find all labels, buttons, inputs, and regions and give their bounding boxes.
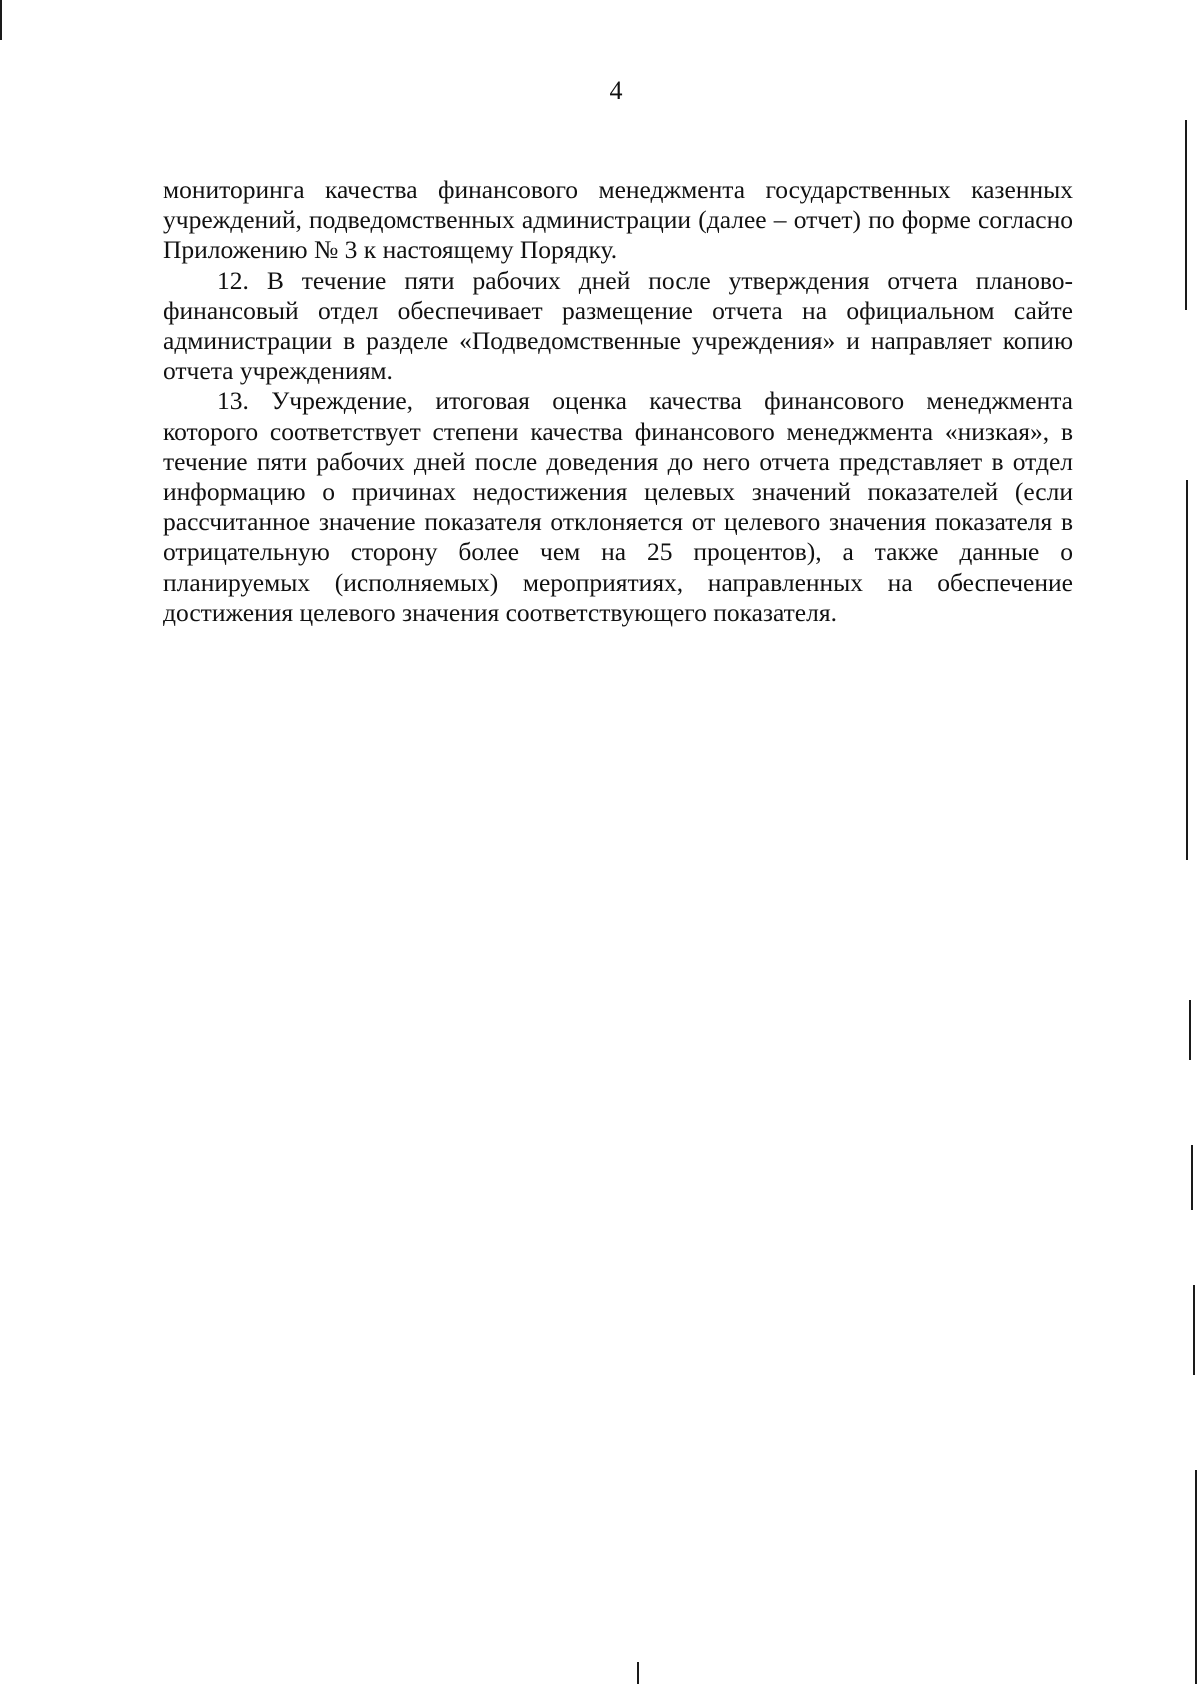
paragraph-item-12: 12. В течение пяти рабочих дней после утверждения отчета планово-финансовый отдел обеспечивает размещение отчета на официальном сайте администрации в разделе «Подведомственные учреждения» и направляет копию отчета учреждениям. <box>163 265 1073 386</box>
document-body <box>163 175 1073 628</box>
paragraph-continuation: мониторинга качества финансового менеджмента государственных казенных учреждений, подведомственных администрации (далее – отчет) по форме согласно Приложению № 3 к настоящему Порядку. <box>163 175 1073 265</box>
page-number: 4 <box>609 76 623 105</box>
scan-edge-mark <box>1195 1470 1197 1684</box>
scan-edge-mark <box>1189 1000 1191 1060</box>
scan-edge-mark <box>1191 1145 1193 1210</box>
scan-edge-mark <box>1186 480 1188 860</box>
scan-edge-mark <box>0 0 2 40</box>
scan-edge-mark <box>1185 120 1187 310</box>
scan-edge-mark <box>1193 1285 1195 1375</box>
scan-bottom-mark <box>637 1662 639 1684</box>
paragraph-item-13: 13. Учреждение, итоговая оценка качества финансового менеджмента которого соответствует степени качества финансового менеджмента «низкая», в течение пяти рабочих дней после доведения до него отчета представляет в отдел информацию о причинах недостижения целевых значений показателей (если рассчитанное значение показателя отклоняется от целевого значения показателя в отрицательную сторону более чем на 25 процентов), а также данные о планируемых (исполняемых) мероприятиях, направленных на обеспечение достижения целевого значения соответствующего показателя. <box>163 386 1073 627</box>
